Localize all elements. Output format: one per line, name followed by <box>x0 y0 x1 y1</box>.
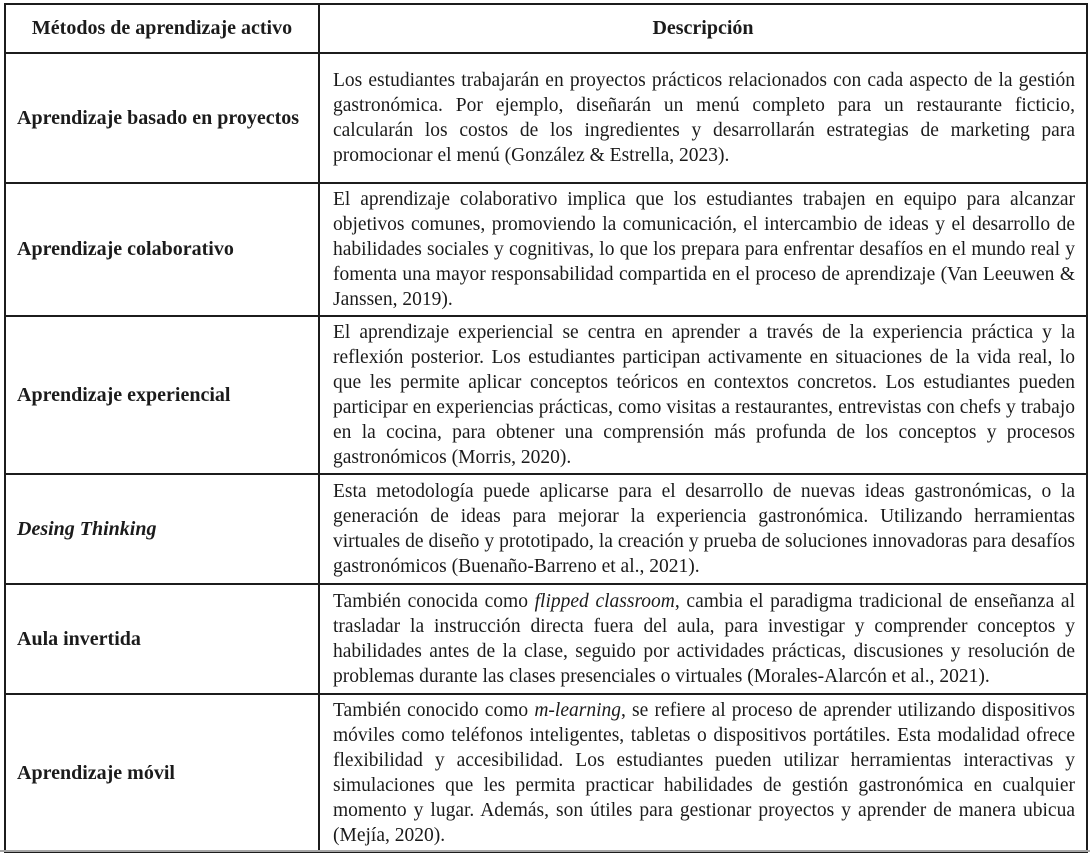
method-name: Aprendizaje móvil <box>5 694 319 852</box>
method-description: Los estudiantes trabajarán en proyectos prácticos relacionados con cada aspecto de la gestión gastronómica. Por ejemplo, diseñarán un menú completo para un restaurante ficticio, calcularán los costos de los ingredientes y desarrollarán estrategias de marketing para promocionar el menú (González & Estrella, 2023). <box>319 53 1087 183</box>
method-name: Aula invertida <box>5 584 319 694</box>
method-name: Aprendizaje colaborativo <box>5 183 319 316</box>
method-description: También conocido como m-learning, se refiere al proceso de aprender utilizando dispositivos móviles como teléfonos inteligentes, tabletas o dispositivos portátiles. Esta modalidad ofrece flexibilidad y accesibilidad. Los estudiantes pueden utilizar herramientas interactivas y simulaciones que les permita practicar habilidades de gestión gastronómica en cualquier momento y lugar. Además, son útiles para gestionar proyectos y aprender de manera ubicua (Mejía, 2020). <box>319 694 1087 852</box>
method-description: El aprendizaje experiencial se centra en aprender a través de la experiencia práctica y la reflexión posterior. Los estudiantes participan activamente en situaciones de la vida real, lo que les permite aplicar conceptos teóricos en contextos concretos. Los estudiantes pueden participar en experiencias prácticas, como visitas a restaurantes, entrevistas con chefs y trabajo en la cocina, para obtener una comprensión más profunda de los conceptos y procesos gastronómicos (Morris, 2020). <box>319 316 1087 474</box>
method-name: Desing Thinking <box>5 474 319 584</box>
table-row-experiential-learning <box>5 316 1087 474</box>
table-row-design-thinking <box>5 474 1087 584</box>
table-row-project-based-learning <box>5 53 1087 183</box>
column-header-description: Descripción <box>319 4 1087 53</box>
table-row-mobile-learning <box>5 694 1087 852</box>
table-row-collaborative-learning <box>5 183 1087 316</box>
page-bottom-rule <box>0 850 1090 852</box>
method-name: Aprendizaje experiencial <box>5 316 319 474</box>
table-row-flipped-classroom <box>5 584 1087 694</box>
method-description: Esta metodología puede aplicarse para el desarrollo de nuevas ideas gastronómicas, o la generación de ideas para mejorar la experiencia gastronómica. Utilizando herramientas virtuales de diseño y prototipado, la creación y prueba de soluciones innovadoras para desafíos gastronómicos (Buenaño-Barreno et al., 2021). <box>319 474 1087 584</box>
column-header-methods: Métodos de aprendizaje activo <box>5 4 319 53</box>
method-name: Aprendizaje basado en proyectos <box>5 53 319 183</box>
header-row <box>5 4 1087 53</box>
method-description: El aprendizaje colaborativo implica que los estudiantes trabajen en equipo para alcanzar objetivos comunes, promoviendo la comunicación, el intercambio de ideas y el desarrollo de habilidades sociales y cognitivas, lo que los prepara para enfrentar desafíos en el mundo real y fomenta una mayor responsabilidad compartida en el proceso de aprendizaje (Van Leeuwen & Janssen, 2019). <box>319 183 1087 316</box>
active-learning-methods-table <box>4 3 1088 853</box>
method-description: También conocida como flipped classroom, cambia el paradigma tradicional de enseñanza al trasladar la instrucción directa fuera del aula, para investigar y comprender conceptos y habilidades antes de la clase, seguido por actividades prácticas, discusiones y resolución de problemas durante las clases presenciales o virtuales (Morales-Alarcón et al., 2021). <box>319 584 1087 694</box>
